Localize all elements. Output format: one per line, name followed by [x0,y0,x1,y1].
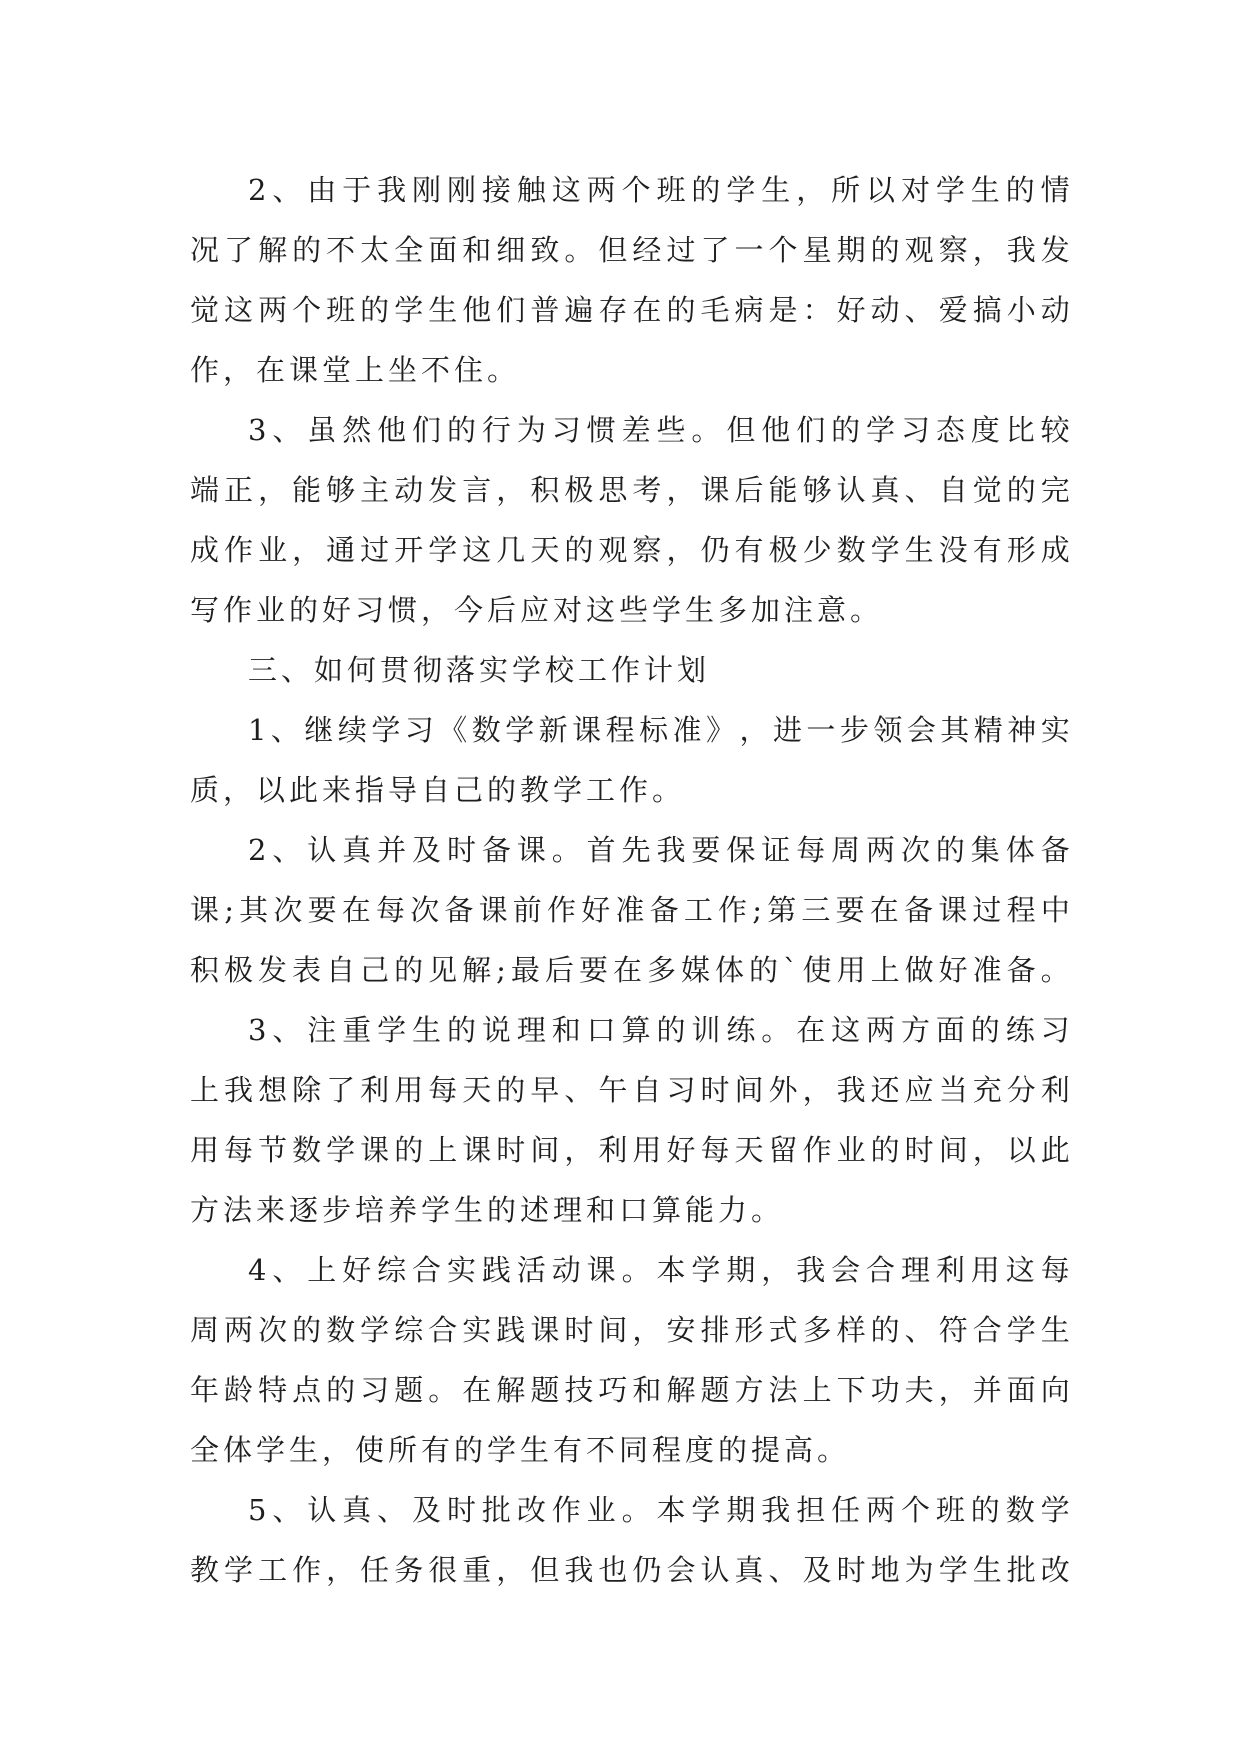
text-line: 成 作 业 ， 通 过 开 学 这 几 天 的 观 察 ， 仍 有 极 少 数 学 生 没 有 形 成 [190,533,1070,567]
text-line: 用 每 节 数 学 课 的 上 课 时 间 ， 利 用 好 每 天 留 作 业 的 时 间 ， 以 此 [190,1133,1070,1167]
text-line: 作，在课堂上坐不住。 [190,353,521,387]
text-line: 3 、 注 重 学 生 的 说 理 和 口 算 的 训 练 。 在 这 两 方 面 的 练 习 [248,1013,1070,1047]
text-line: 积 极 发 表 自 己 的 见 解 ; 最 后 要 在 多 媒 体 的 ` 使 用 上 做 好 准 备 。 [190,953,1070,987]
section-heading: 三、如何贯彻落实学校工作计划 [248,653,711,687]
text-line: 全体学生，使所有的学生有不同程度的提高。 [190,1433,851,1467]
text-line: 觉 这 两 个 班 的 学 生 他 们 普 遍 存 在 的 毛 病 是 ： 好 动 、 爱 搞 小 动 [190,293,1070,327]
document-body [190,160,1070,1600]
text-line: 况 了 解 的 不 太 全 面 和 细 致 。 但 经 过 了 一 个 星 期 的 观 察 ， 我 发 [190,233,1070,267]
text-line: 写作业的好习惯，今后应对这些学生多加注意。 [190,593,884,627]
text-line: 课 ; 其 次 要 在 每 次 备 课 前 作 好 准 备 工 作 ; 第 三 要 在 备 课 过 程 中 [190,893,1070,927]
text-line: 周 两 次 的 数 学 综 合 实 践 课 时 间 ， 安 排 形 式 多 样 的 、 符 合 学 生 [190,1313,1070,1347]
text-line: 教 学 工 作 ， 任 务 很 重 ， 但 我 也 仍 会 认 真 、 及 时 地 为 学 生 批 改 [190,1553,1070,1587]
text-line: 4 、 上 好 综 合 实 践 活 动 课 。 本 学 期 ， 我 会 合 理 利 用 这 每 [248,1253,1070,1287]
text-line: 5 、 认 真 、 及 时 批 改 作 业 。 本 学 期 我 担 任 两 个 班 的 数 学 [248,1493,1070,1527]
text-line: 端 正 ， 能 够 主 动 发 言 ， 积 极 思 考 ， 课 后 能 够 认 真 、 自 觉 的 完 [190,473,1070,507]
text-line: 方法来逐步培养学生的述理和口算能力。 [190,1193,785,1227]
text-line: 2 、 认 真 并 及 时 备 课 。 首 先 我 要 保 证 每 周 两 次 的 集 体 备 [248,833,1070,867]
text-line: 上 我 想 除 了 利 用 每 天 的 早 、 午 自 习 时 间 外 ， 我 还 应 当 充 分 利 [190,1073,1070,1107]
text-line: 2 、 由 于 我 刚 刚 接 触 这 两 个 班 的 学 生 ， 所 以 对 学 生 的 情 [248,173,1070,207]
text-line: 质，以此来指导自己的教学工作。 [190,773,686,807]
text-line: 1 、 继 续 学 习 《 数 学 新 课 程 标 准 》 ， 进 一 步 领 会 其 精 神 实 [248,713,1070,747]
text-line: 3 、 虽 然 他 们 的 行 为 习 惯 差 些 。 但 他 们 的 学 习 态 度 比 较 [248,413,1070,447]
text-line: 年 龄 特 点 的 习 题 。 在 解 题 技 巧 和 解 题 方 法 上 下 功 夫 ， 并 面 向 [190,1373,1070,1407]
